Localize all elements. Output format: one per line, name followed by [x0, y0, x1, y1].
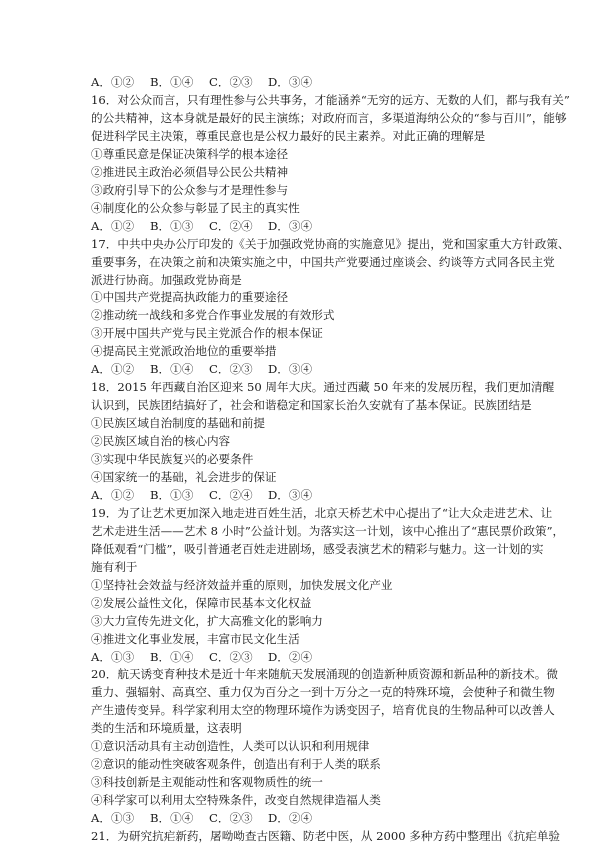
- answer-options-row: [91, 650, 328, 665]
- answer-option-a: A．①②: [91, 75, 135, 89]
- answer-option-a: A．①②: [91, 218, 135, 233]
- question-17-stem-line: 派进行协商。加强政党协商是: [91, 272, 242, 287]
- question-16-stem-line: 促进科学民主决策，尊重民意也是公权力最好的民主素养。对此正确的理解是: [91, 128, 486, 143]
- question-19-stem-line: 艺术走进生活——艺术 8 小时”公益计划。为落实这一计划，该中心推出了“惠民票价政策”，: [91, 523, 565, 538]
- answer-option-c: C．②④: [209, 218, 253, 233]
- question-17-statement-2: ②推动统一战线和多党合作事业发展的有效形式: [91, 308, 335, 323]
- answer-option-c: C．②③: [209, 811, 253, 825]
- answer-option-a: A．①②: [91, 362, 135, 377]
- answer-options-row: [91, 75, 328, 90]
- answer-option-d: D．②④: [268, 649, 313, 664]
- answer-options-row: [91, 488, 328, 503]
- answer-option-c: C．②③: [209, 362, 253, 377]
- answer-option-b: B．①④: [150, 811, 194, 825]
- question-19-statement-3: ③大力宣传先进文化，扩大高雅文化的影响力: [91, 613, 323, 628]
- answer-option-d: D．③④: [268, 75, 313, 89]
- answer-option-b: B．①④: [150, 362, 194, 377]
- question-19-stem-line: 降低观看“门槛”，吸引普通老百姓走进剧场，感受表演艺术的精彩与魅力。这一计划的实: [91, 541, 544, 556]
- question-20-stem-line: 类的生活和环境质量，这表明: [91, 721, 242, 736]
- question-20-statement-2: ②意识的能动性突破客观条件，创造出有利于人类的联系: [91, 757, 381, 772]
- question-16-statement-3: ③政府引导下的公众参与才是理性参与: [91, 182, 289, 197]
- question-20-statement-3: ③科技创新是主观能动性和客观物质性的统一: [91, 775, 323, 790]
- question-20-stem-line: 重力、强辐射、高真空、重力仅为百分之一到十万分之一克的特殊环境，会使种子和微生物: [91, 685, 555, 700]
- question-19-statement-4: ④推进文化事业发展，丰富市民文化生活: [91, 631, 300, 646]
- answer-option-d: D．②④: [268, 811, 313, 825]
- answer-option-d: D．③④: [268, 487, 313, 502]
- question-20-statement-4: ④科学家可以利用太空特殊条件，改变自然规律造福人类: [91, 793, 381, 808]
- question-18-stem-line: 认识到，民族团结搞好了，社会和谐稳定和国家长治久安就有了基本保证。民族团结是: [91, 398, 532, 413]
- question-16-statement-2: ②推进民主政治必须倡导公民公共精神: [91, 164, 289, 179]
- question-16-stem-line: 的公共精神，这本身就是最好的民主演练；对政府而言，多渠道海纳公众的“参与百川”，能够: [91, 110, 567, 125]
- question-18-statement-4: ④国家统一的基础，礼会进步的保证: [91, 470, 277, 484]
- answer-option-b: B．①③: [150, 218, 194, 233]
- answer-options-row: [91, 811, 328, 826]
- question-17-statement-3: ③开展中国共产党与民主党派合作的根本保证: [91, 326, 323, 341]
- question-20-stem-line: 产生遗传变异。科学家利用太空的物理环境作为诱变因子，培育优良的生物品种可以改善人: [91, 703, 555, 718]
- answer-option-c: C．②③: [209, 75, 253, 89]
- question-20-stem-line: 20．航天诱变育种技术是近十年来随航天发展涌现的创造新种质资源和新品种的新技术。微: [91, 667, 558, 682]
- answer-option-a: A．①③: [91, 649, 135, 664]
- question-18-stem-line: 18．2015 年西藏自治区迎来 50 周年大庆。通过西藏 50 年来的发展历程，我们更加清醒: [91, 380, 555, 395]
- question-21-stem-line: 21．为研究抗疟新药，屠呦呦查古医籍、防老中医，从 2000 多种方药中整理出《抗疟单验: [91, 829, 561, 843]
- question-19-statement-1: ①坚持社会效益与经济效益并重的原则，加快发展文化产业: [91, 577, 393, 592]
- question-19-stem-line: 施有利于: [91, 559, 138, 574]
- answer-option-c: C．②③: [209, 649, 253, 664]
- question-16-statement-1: ①尊重民意是保证决策科学的根本途径: [91, 146, 289, 161]
- question-18-statement-3: ③实现中华民族复兴的必要条件: [91, 452, 254, 466]
- question-17-stem-line: 重要事务，在决策之前和决策实施之中，中国共产党要通过座谈会、约谈等方式同各民主党: [91, 254, 555, 269]
- answer-options-row: [91, 362, 328, 377]
- answer-option-a: A．①③: [91, 811, 135, 825]
- question-17-stem-line: 17．中共中央办公厅印发的《关于加强政党协商的实施意见》提出，党和国家重大方针政策、: [91, 236, 570, 251]
- question-18-statement-2: ②民族区域自治的核心内容: [91, 434, 231, 448]
- answer-option-b: B．①④: [150, 75, 194, 89]
- answer-options-row: [91, 219, 328, 234]
- answer-option-b: B．①③: [150, 487, 194, 502]
- answer-option-c: C．②④: [209, 487, 253, 502]
- answer-option-d: D．③④: [268, 218, 313, 233]
- question-20-statement-1: ①意识活动具有主动创造性，人类可以认识和利用规律: [91, 739, 370, 754]
- question-19-statement-2: ②发展公益性文化，保障市民基本文化权益: [91, 595, 312, 610]
- answer-option-d: D．③④: [268, 362, 313, 377]
- answer-option-a: A．①②: [91, 487, 135, 502]
- question-17-statement-1: ①中国共产党提高执政能力的重要途径: [91, 290, 289, 305]
- answer-option-b: B．①④: [150, 649, 194, 664]
- question-16-statement-4: ④制度化的公众参与彰显了民主的真实性: [91, 200, 300, 215]
- question-17-statement-4: ④提高民主党派政治地位的重要举措: [91, 344, 277, 359]
- question-16-stem-line: 16．对公众而言，只有理性参与公共事务，才能涵养“无穷的远方、无数的人们，都与我有关”: [91, 93, 570, 107]
- question-18-statement-1: ①民族区域自治制度的基础和前提: [91, 416, 265, 431]
- question-19-stem-line: 19．为了让艺术更加深入地走进百姓生活，北京天桥艺术中心提出了“让大众走进艺术、让: [91, 505, 553, 520]
